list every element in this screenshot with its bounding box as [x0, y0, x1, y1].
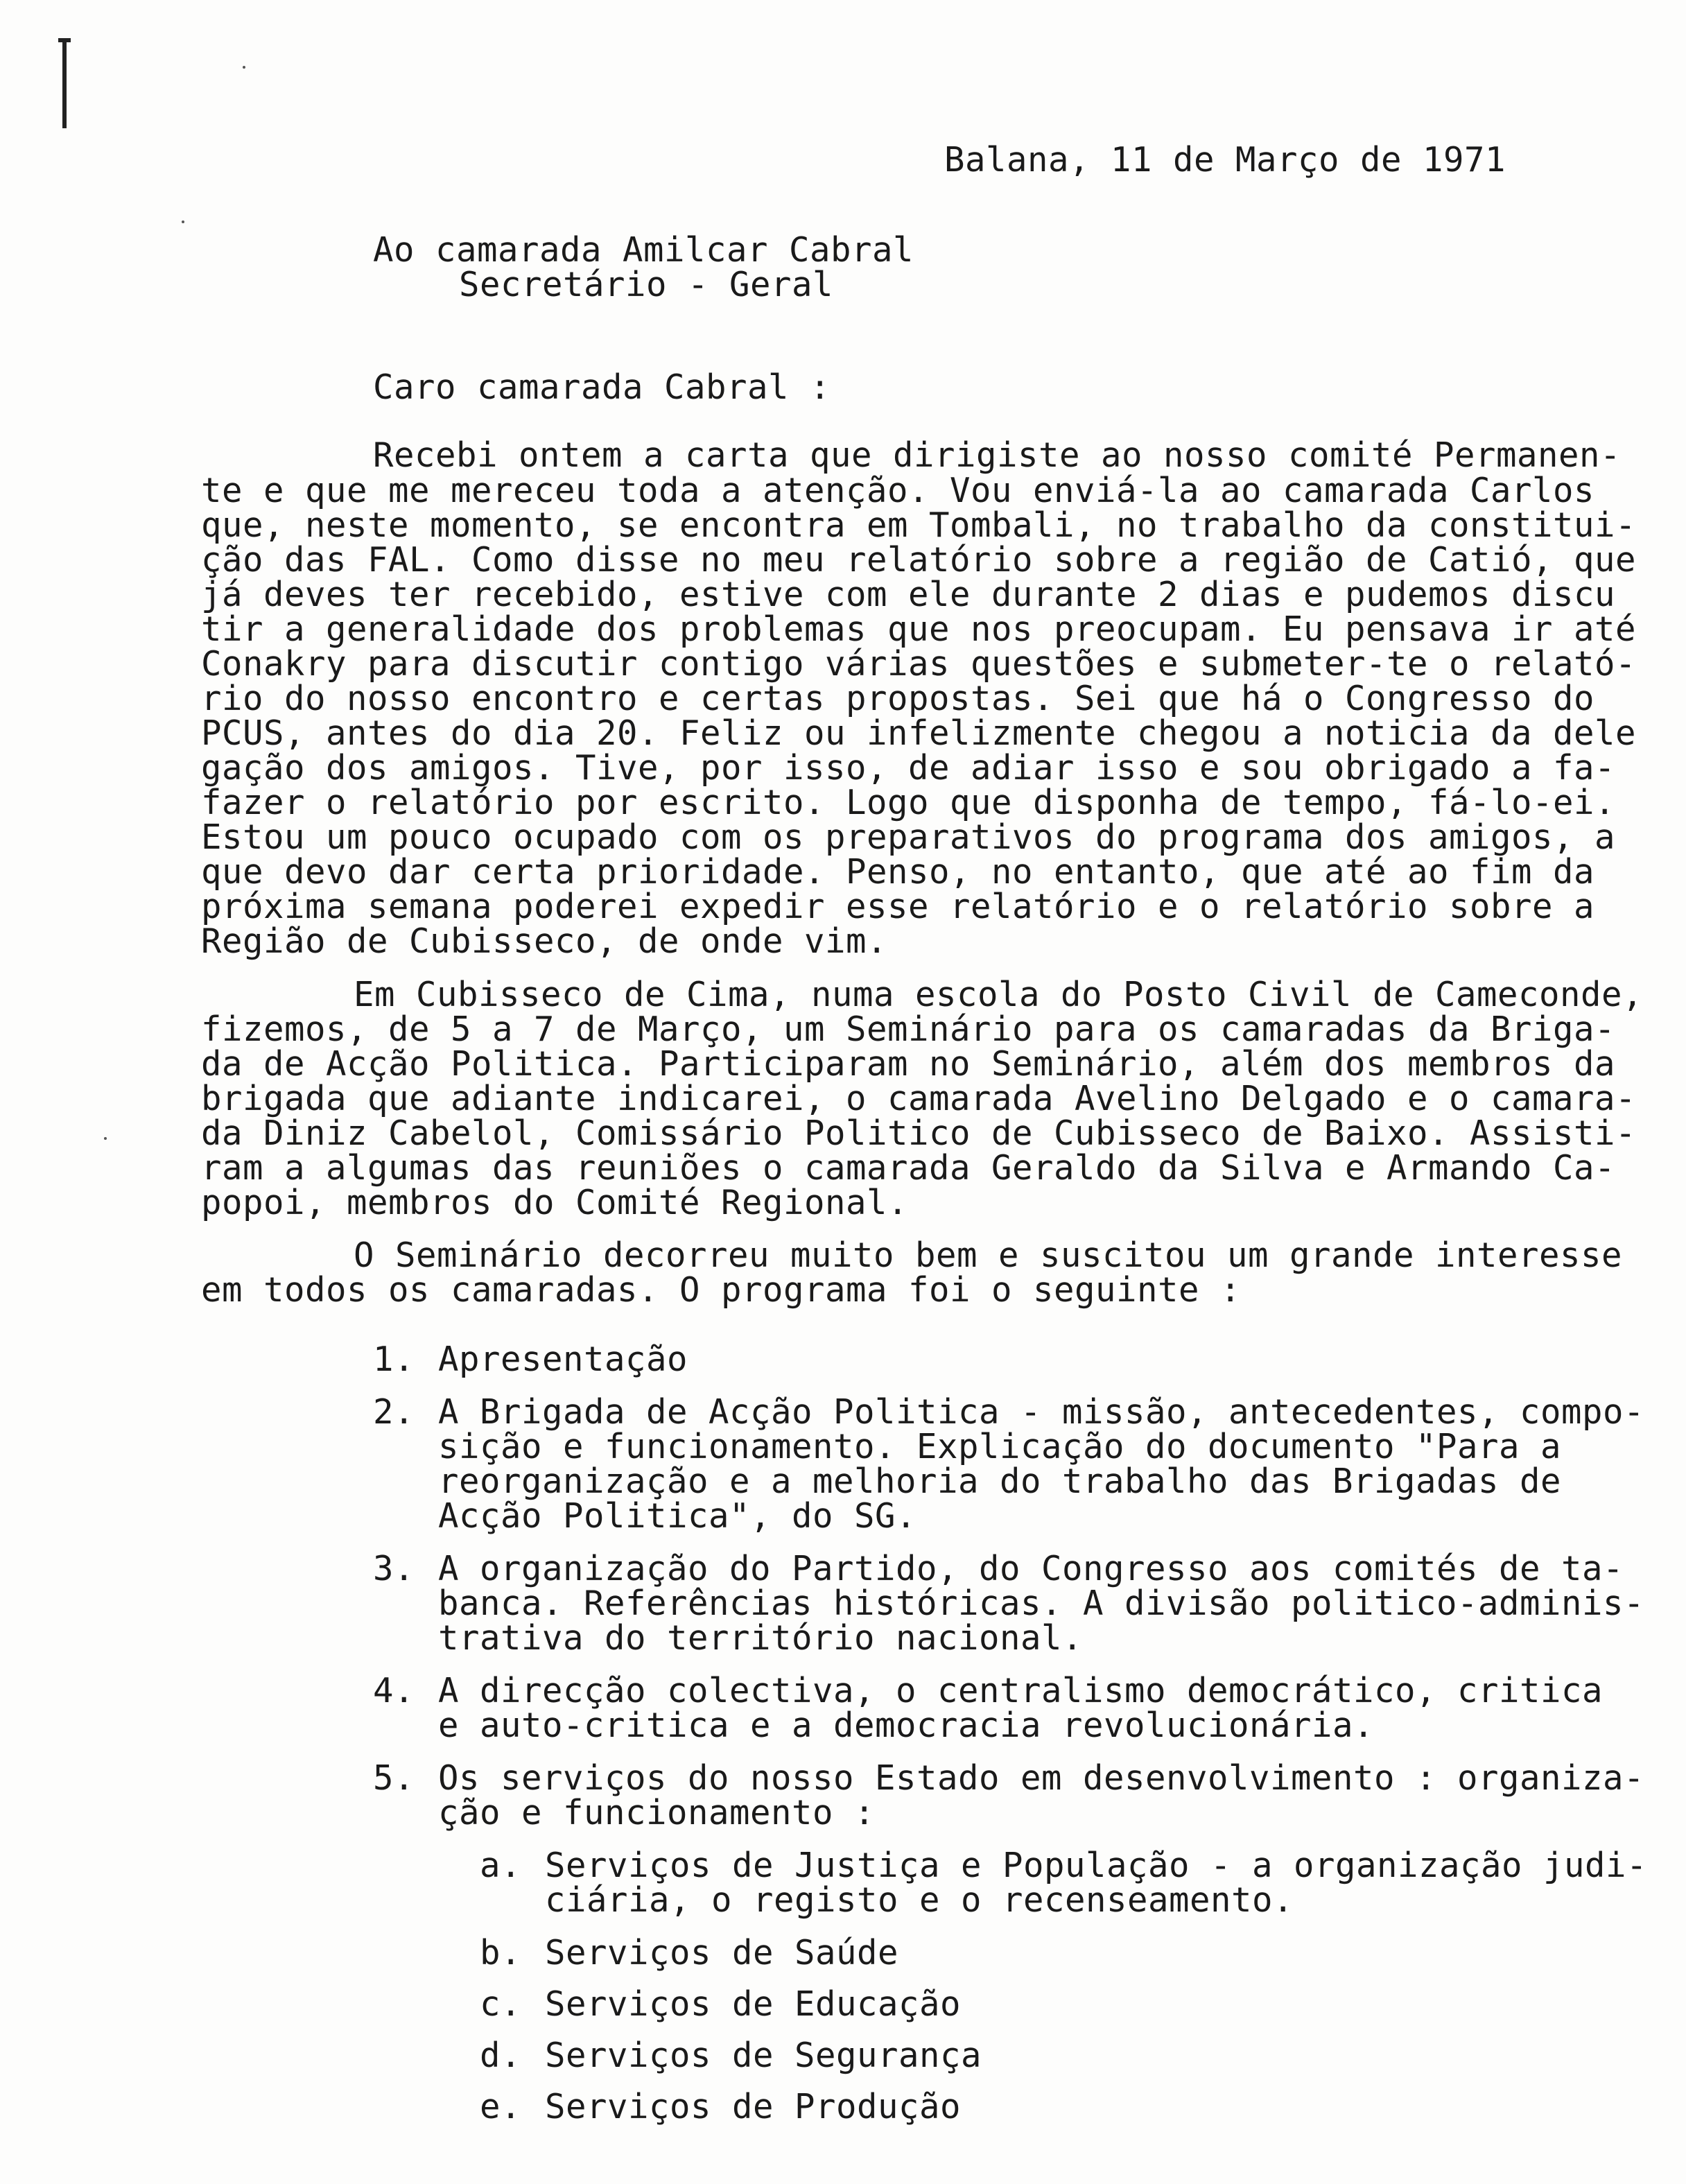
service-text: Serviços de Justiça e População - a organização judi-	[545, 1846, 1648, 1885]
paragraph-line: te e que me mereceu toda a atenção. Vou enviá-la ao camarada Carlos	[201, 471, 1595, 510]
paragraph-line: que, neste momento, se encontra em Tombali, no trabalho da constitui-	[201, 505, 1637, 545]
item-text: banca. Referências históricas. A divisão politico-adminis-	[438, 1584, 1645, 1623]
service-text: ciária, o registo e o recenseamento.	[545, 1880, 1294, 1920]
paragraph-line: tir a generalidade dos problemas que nos preocupam. Eu pensava ir até	[201, 609, 1637, 649]
item-text: ção e funcionamento :	[438, 1793, 876, 1832]
item-text: Acção Politica", do SG.	[438, 1496, 917, 1536]
paragraph-line: fazer o relatório por escrito. Logo que disponha de tempo, fá-lo-ei.	[201, 783, 1616, 822]
service-text: Serviços de Saúde	[545, 1933, 899, 1973]
service-text: Serviços de Segurança	[545, 2036, 982, 2075]
paragraph-line: Conakry para discutir contigo várias questões e submeter-te o relató-	[201, 644, 1637, 684]
paragraph-line: em todos os camaradas. O programa foi o seguinte :	[201, 1270, 1242, 1310]
item-number: 4.	[373, 1671, 415, 1710]
paragraph-line: Em Cubisseco de Cima, numa escola do Posto Civil de Cameconde,	[354, 975, 1644, 1014]
recipient-line-1: Ao camarada Amilcar Cabral	[373, 230, 914, 270]
item-number: 2.	[373, 1392, 415, 1432]
paragraph-line: fizemos, de 5 a 7 de Março, um Seminário para os camaradas da Briga-	[201, 1009, 1616, 1049]
paragraph-line: da Diniz Cabelol, Comissário Politico de Cubisseco de Baixo. Assisti-	[201, 1113, 1637, 1153]
item-text: sição e funcionamento. Explicação do documento "Para a	[438, 1427, 1562, 1466]
item-number: 1.	[373, 1340, 415, 1379]
speck	[243, 66, 245, 69]
service-letter: c.	[480, 1984, 522, 2024]
service-letter: d.	[480, 2036, 522, 2075]
paragraph-line: popoi, membros do Comité Regional.	[201, 1183, 909, 1222]
item-text: A direcção colectiva, o centralismo democrático, critica	[438, 1671, 1604, 1710]
paragraph-line: ram a algumas das reuniões o camarada Geraldo da Silva e Armando Ca-	[201, 1148, 1616, 1188]
paragraph-line: Estou um pouco ocupado com os preparativos do programa dos amigos, a	[201, 817, 1616, 857]
paragraph-line: ção das FAL. Como disse no meu relatório sobre a região de Catió, que	[201, 540, 1637, 580]
salutation: Caro camarada Cabral :	[373, 367, 831, 407]
paragraph-line: gação dos amigos. Tive, por isso, de adiar isso e sou obrigado a fa-	[201, 748, 1616, 788]
paragraph-line: PCUS, antes do dia 20. Feliz ou infelizmente chegou a noticia da dele	[201, 713, 1637, 753]
item-text: A organização do Partido, do Congresso aos comités de ta-	[438, 1549, 1624, 1588]
item-text: reorganização e a melhoria do trabalho das Brigadas de	[438, 1462, 1562, 1501]
recipient-line-2: Secretário - Geral	[459, 265, 834, 304]
service-letter: a.	[480, 1846, 522, 1885]
binding-mark	[62, 38, 67, 128]
paragraph-line: Recebi ontem a carta que dirigiste ao nosso comité Permanen-	[373, 435, 1622, 475]
item-text: Apresentação	[438, 1340, 688, 1379]
item-text: e auto-critica e a democracia revolucionária.	[438, 1706, 1375, 1745]
service-letter: b.	[480, 1933, 522, 1973]
paragraph-line: O Seminário decorreu muito bem e suscitou um grande interesse	[354, 1236, 1623, 1275]
item-text: A Brigada de Acção Politica - missão, antecedentes, compo-	[438, 1392, 1645, 1432]
item-text: Os serviços do nosso Estado em desenvolvimento : organiza-	[438, 1758, 1645, 1798]
speck	[104, 1137, 107, 1140]
paragraph-line: Região de Cubisseco, de onde vim.	[201, 921, 888, 961]
paragraph-line: já deves ter recebido, estive com ele durante 2 dias e pudemos discu	[201, 575, 1616, 614]
paragraph-line: da de Acção Politica. Participaram no Seminário, além dos membros da	[201, 1044, 1616, 1084]
service-text: Serviços de Educação	[545, 1984, 962, 2024]
speck	[182, 220, 184, 223]
paragraph-line: que devo dar certa prioridade. Penso, no entanto, que até ao fim da	[201, 852, 1595, 892]
item-number: 3.	[373, 1549, 415, 1588]
paragraph-line: próxima semana poderei expedir esse relatório e o relatório sobre a	[201, 887, 1595, 926]
paragraph-line: rio do nosso encontro e certas propostas. Sei que há o Congresso do	[201, 679, 1595, 718]
binding-mark-top	[58, 38, 71, 42]
service-letter: e.	[480, 2087, 522, 2126]
service-text: Serviços de Produção	[545, 2087, 962, 2126]
item-text: trativa do território nacional.	[438, 1618, 1084, 1658]
place-date: Balana, 11 de Março de 1971	[944, 140, 1506, 180]
item-number: 5.	[373, 1758, 415, 1798]
paragraph-line: brigada que adiante indicarei, o camarada Avelino Delgado e o camara-	[201, 1079, 1637, 1118]
